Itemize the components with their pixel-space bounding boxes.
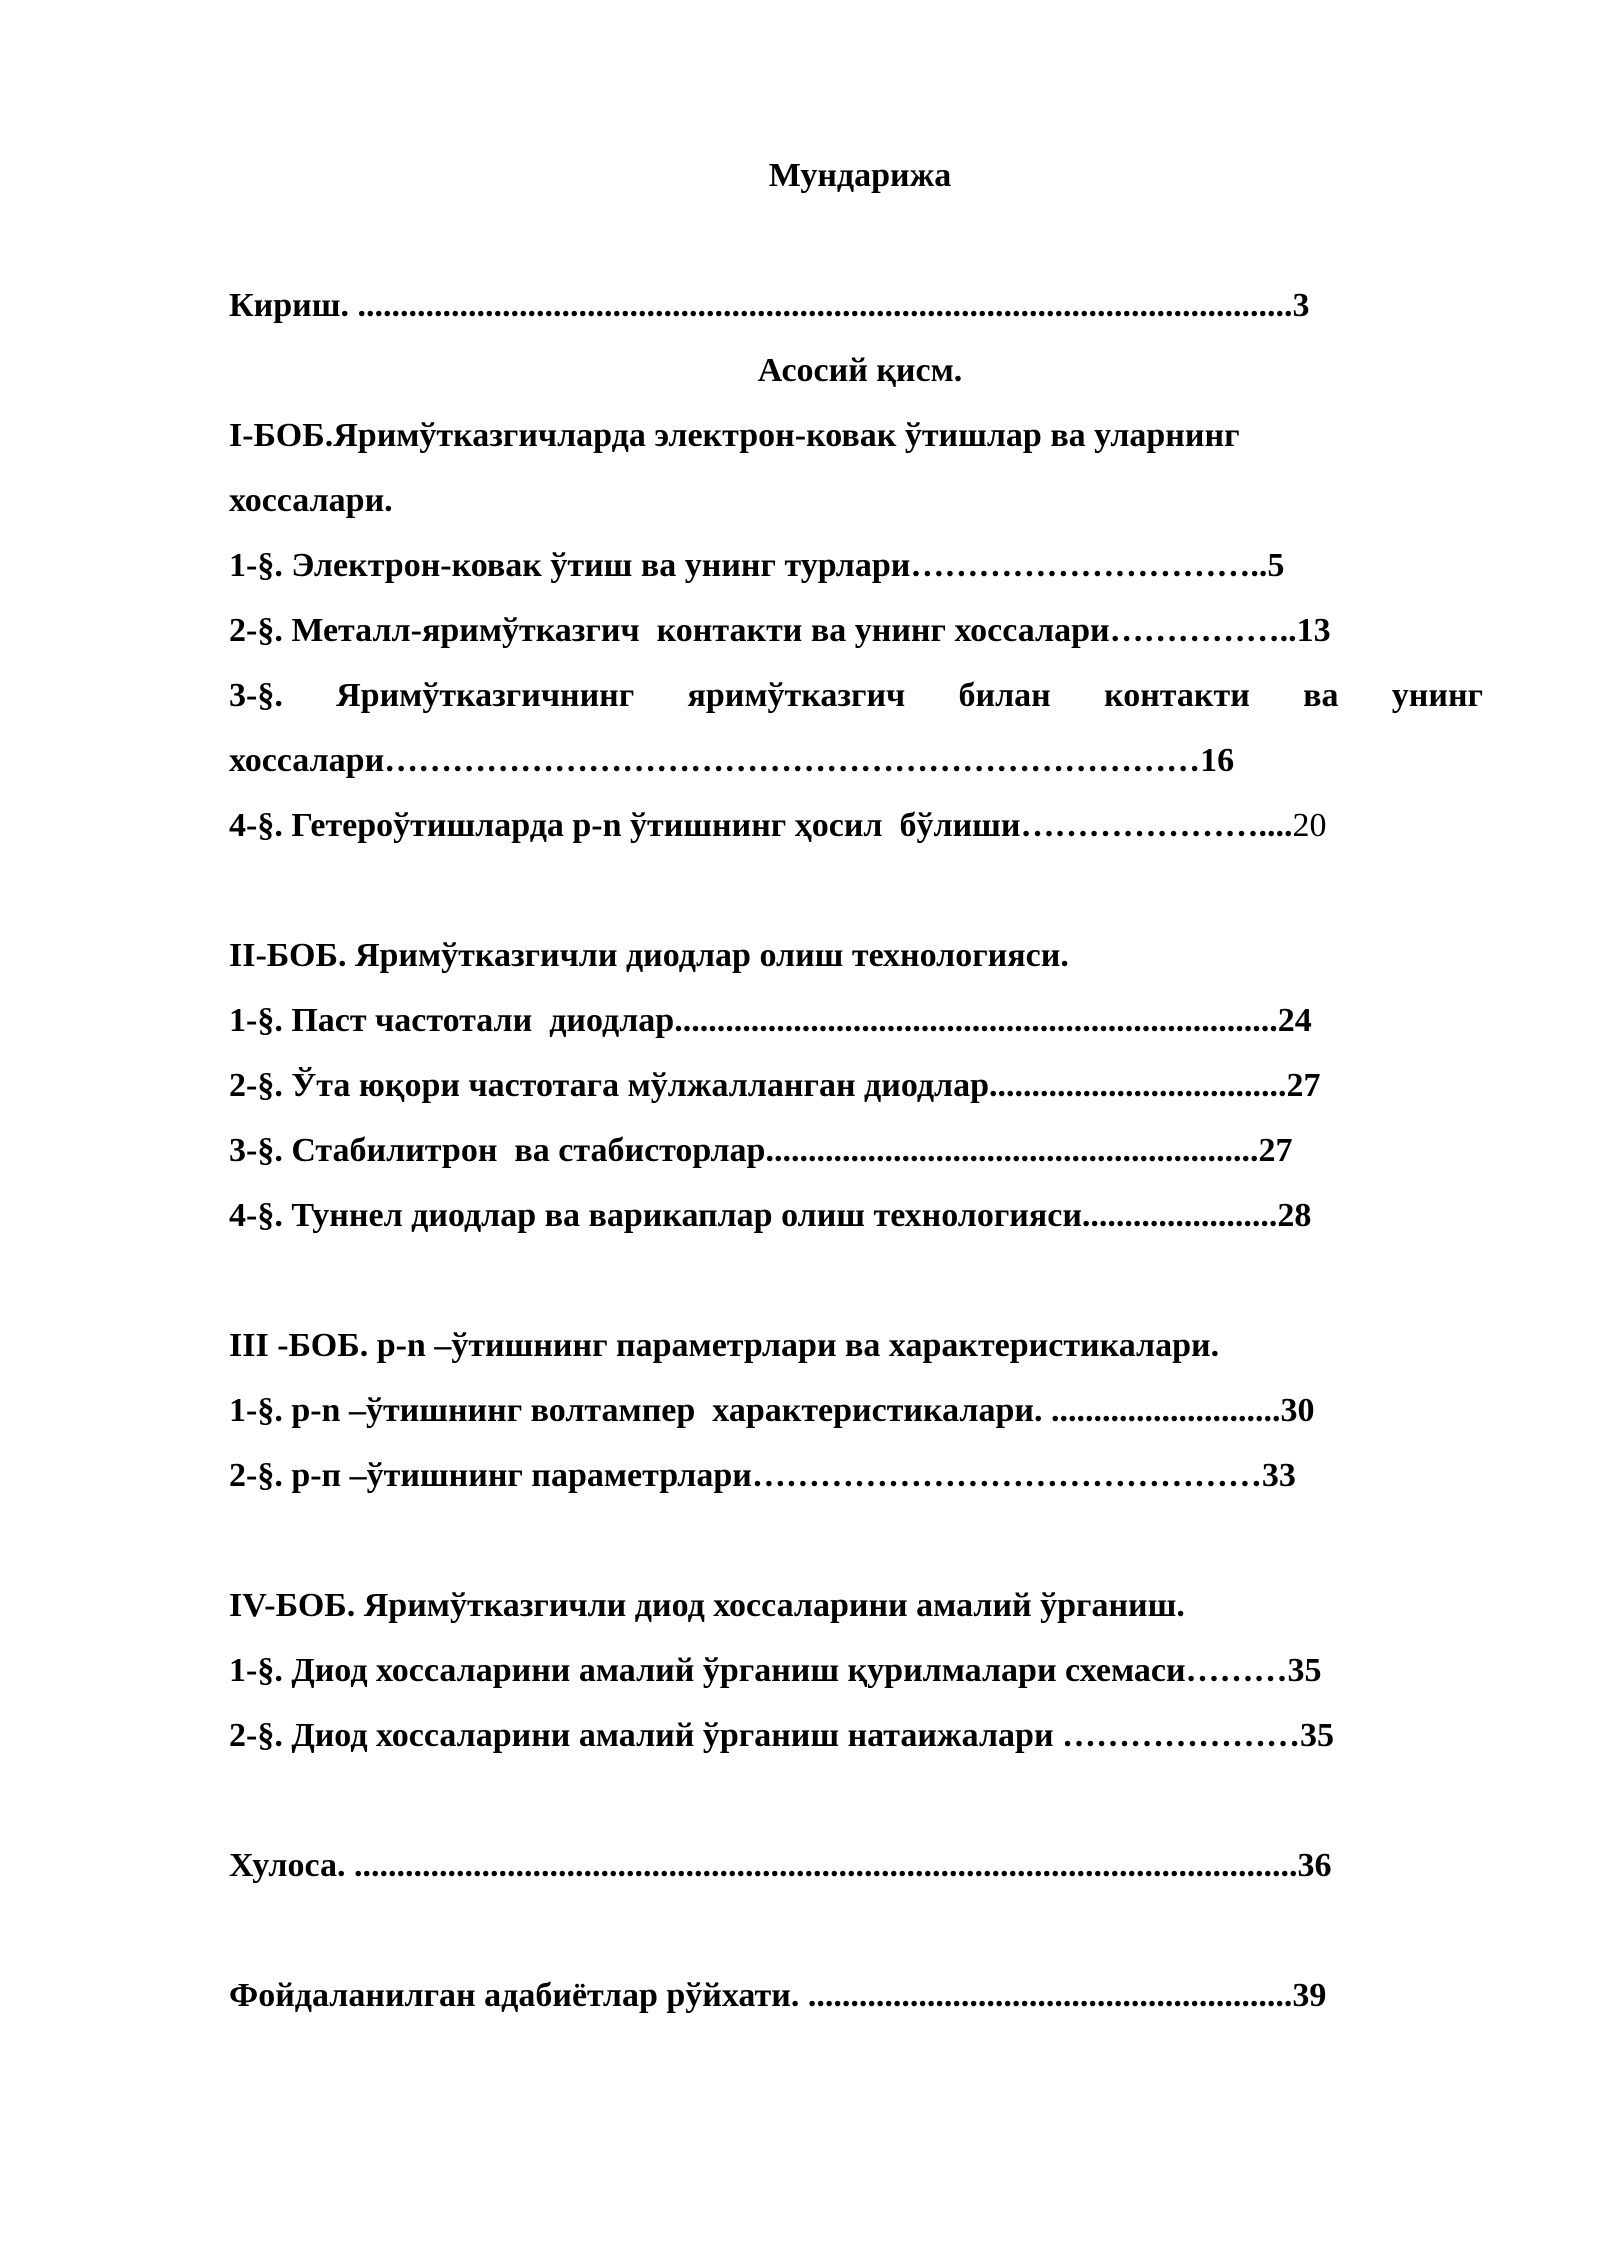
toc-entry: 2-§. Диод хоссаларини амалий ўрганиш натаижалари …………………35 — [229, 1717, 1335, 1754]
toc-page-number: 20 — [1292, 807, 1327, 844]
toc-entry: 1-§. Диод хоссаларини амалий ўрганиш қурилмалари схемаси………35 — [229, 1652, 1322, 1689]
chapter-1-heading: I-БОБ.Яримўтказгичларда электрон-ковак ўтишлар ва уларнинг — [229, 417, 1240, 454]
toc-entry: 2-§. Металл-яримўтказгич контакти ва унинг хоссалари……………..13 — [229, 612, 1331, 649]
toc-entry: 3-§. Яримўтказгичнинг яримўтказгич билан контакти ва унинг — [229, 677, 1483, 714]
toc-entry — [229, 806, 1326, 846]
toc-entry: 2-§. р-п –ўтишнинг параметрлари………………………………………33 — [229, 1457, 1296, 1494]
toc-entry-intro: Кириш. ..............................................................................................................3 — [229, 287, 1310, 324]
toc-entry: 1-§. p-n –ўтишнинг волтампер характеристикалари. ...........................30 — [229, 1392, 1315, 1429]
chapter-2-heading: II-БОБ. Яримўтказгичли диодлар олиш технологияси. — [229, 937, 1069, 974]
toc-entry: 4-§. Туннел диодлар ва варикаплар олиш технологияси.......................28 — [229, 1197, 1312, 1234]
chapter-3-heading: III -БОБ. p-n –ўтишнинг параметрлари ва характеристикалари. — [229, 1327, 1220, 1364]
toc-entry-text: 4-§. Гетероўтишларда p-n ўтишнинг ҳосил бўлиши………………….... — [229, 807, 1293, 844]
toc-entry-references: Фойдаланилган адабиётлар рўйхати. .........................................................39 — [229, 1977, 1327, 2014]
toc-entry: 1-§. Электрон-ковак ўтиш ва унинг турлари…………………………..5 — [229, 547, 1285, 584]
toc-entry: 1-§. Паст частотали диодлар.......................................................................24 — [229, 1002, 1312, 1039]
toc-entry: 2-§. Ўта юқори частотага мўлжалланган диодлар...................................27 — [229, 1067, 1321, 1104]
toc-entry-conclusion: Хулоса. ...............................................................................................................36 — [229, 1847, 1332, 1884]
toc-title: Мундарижа — [768, 157, 952, 194]
toc-section-heading: Асосий қисм. — [757, 352, 963, 389]
toc-entry-cont: хоссалари………………………………………………………………16 — [229, 742, 1235, 779]
chapter-1-heading-cont: хоссалари. — [229, 482, 393, 519]
toc-entry: 3-§. Стабилитрон ва стабисторлар..........................................................27 — [229, 1132, 1293, 1169]
chapter-4-heading: IV-БОБ. Яримўтказгичли диод хоссаларини амалий ўрганиш. — [229, 1587, 1185, 1624]
